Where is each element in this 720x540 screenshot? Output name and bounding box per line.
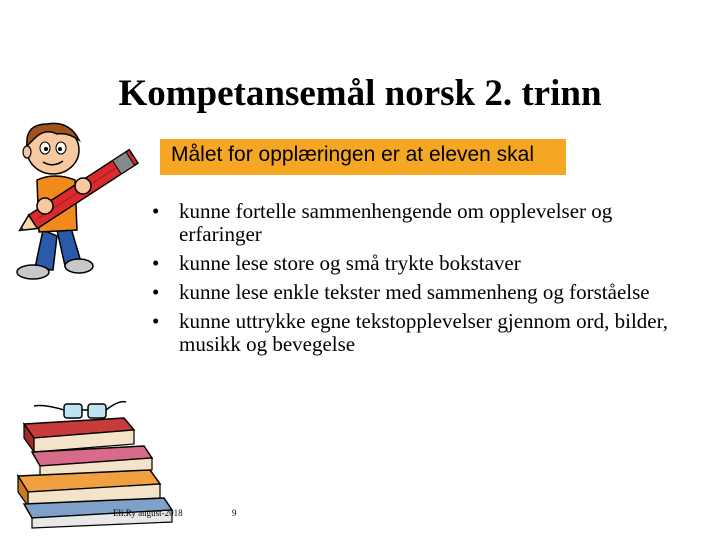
list-item — [152, 310, 672, 356]
boy-with-pencil-icon — [5, 118, 160, 293]
list-item-text: kunne lese enkle tekster med sammenheng og forståelse — [179, 280, 650, 304]
list-item-text: kunne uttrykke egne tekstopplevelser gjennom ord, bilder, musikk og bevegelse — [179, 309, 669, 356]
page-number: 9 — [232, 508, 237, 518]
list-item — [152, 252, 672, 275]
competence-goals-list — [152, 200, 672, 362]
list-item — [152, 200, 672, 246]
bullet-marker: • — [152, 309, 160, 333]
footer-author: Eli.Ry august-2018 — [113, 508, 183, 518]
bullet-marker: • — [152, 199, 160, 223]
list-item-text: kunne fortelle sammenhengende om opplevelser og erfaringer — [179, 199, 613, 246]
slide-title: Kompetansemål norsk 2. trinn — [118, 73, 602, 114]
bullet-marker: • — [152, 251, 160, 275]
goal-heading-box — [160, 139, 566, 175]
goal-heading-text: Målet for opplæringen er at eleven skal — [171, 143, 535, 166]
list-item-text: kunne lese store og små trykte bokstaver — [179, 251, 521, 275]
list-item — [152, 281, 672, 304]
bullet-marker: • — [152, 280, 160, 304]
